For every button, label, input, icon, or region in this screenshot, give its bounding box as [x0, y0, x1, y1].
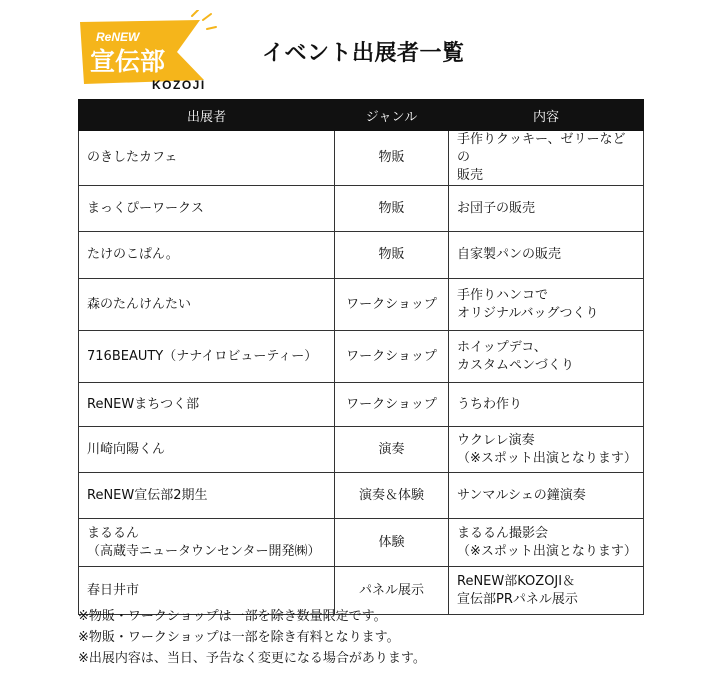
exhibitor-cell: 春日井市 — [79, 567, 335, 615]
header-exhibitor: 出展者 — [79, 100, 335, 131]
renew-kozoji-logo — [72, 10, 222, 92]
table-row — [79, 427, 644, 473]
header-genre: ジャンル — [335, 100, 449, 131]
content-cell: 自家製パンの販売 — [449, 232, 644, 279]
genre-cell: 体験 — [335, 519, 449, 567]
table-row — [79, 519, 644, 567]
content-cell: サンマルシェの鐘演奏 — [449, 473, 644, 519]
table-row — [79, 331, 644, 383]
content-cell: ウクレレ演奏 （※スポット出演となります） — [449, 427, 644, 473]
content-cell: 手作りクッキー、ゼリーなどの 販売 — [449, 131, 644, 186]
logo-brand-large: 宣伝部 — [90, 47, 166, 76]
footnote: ※物販・ワークショップは一部を除き有料となります。 — [78, 630, 400, 645]
exhibitor-cell: ReNEWまちつく部 — [79, 383, 335, 427]
genre-cell: 演奏 — [335, 427, 449, 473]
genre-cell: ワークショップ — [335, 331, 449, 383]
exhibitor-cell: まるるん （高蔵寺ニュータウンセンター開発㈱） — [79, 519, 335, 567]
genre-cell: 物販 — [335, 131, 449, 186]
logo-brand-small: ReNEW — [96, 30, 140, 44]
content-cell: うちわ作り — [449, 383, 644, 427]
page-title: イベント出展者一覧 — [262, 41, 465, 66]
content-cell: ホイップデコ、 カスタムペンづくり — [449, 331, 644, 383]
pennant-flag-icon — [72, 10, 222, 92]
exhibitor-cell: まっくぴーワークス — [79, 186, 335, 232]
header-content: 内容 — [449, 100, 644, 131]
footnote: ※出展内容は、当日、予告なく変更になる場合があります。 — [78, 651, 426, 666]
table-row — [79, 186, 644, 232]
exhibitor-cell: たけのこぱん。 — [79, 232, 335, 279]
exhibitor-cell: 716BEAUTY（ナナイロビューティー） — [79, 331, 335, 383]
genre-cell: パネル展示 — [335, 567, 449, 615]
exhibitor-cell: 川崎向陽くん — [79, 427, 335, 473]
logo-subtext: KOZOJI — [152, 78, 206, 92]
exhibitor-cell: のきしたカフェ — [79, 131, 335, 186]
genre-cell: 物販 — [335, 186, 449, 232]
exhibitor-cell: 森のたんけんたい — [79, 279, 335, 331]
genre-cell: 演奏＆体験 — [335, 473, 449, 519]
table-header-row — [79, 100, 644, 131]
genre-cell: ワークショップ — [335, 383, 449, 427]
table-row — [79, 131, 644, 186]
table-row — [79, 473, 644, 519]
content-cell: ReNEW部KOZOJI＆ 宣伝部PRパネル展示 — [449, 567, 644, 615]
exhibitor-cell: ReNEW宣伝部2期生 — [79, 473, 335, 519]
table-row — [79, 383, 644, 427]
genre-cell: ワークショップ — [335, 279, 449, 331]
content-cell: まるるん撮影会 （※スポット出演となります） — [449, 519, 644, 567]
content-cell: 手作りハンコで オリジナルバッグつくり — [449, 279, 644, 331]
exhibitor-table — [78, 99, 644, 615]
table-row — [79, 232, 644, 279]
content-cell: お団子の販売 — [449, 186, 644, 232]
genre-cell: 物販 — [335, 232, 449, 279]
footnotes — [78, 606, 426, 669]
table-row — [79, 279, 644, 331]
footnote: ※物販・ワークショップは一部を除き数量限定です。 — [78, 609, 387, 624]
